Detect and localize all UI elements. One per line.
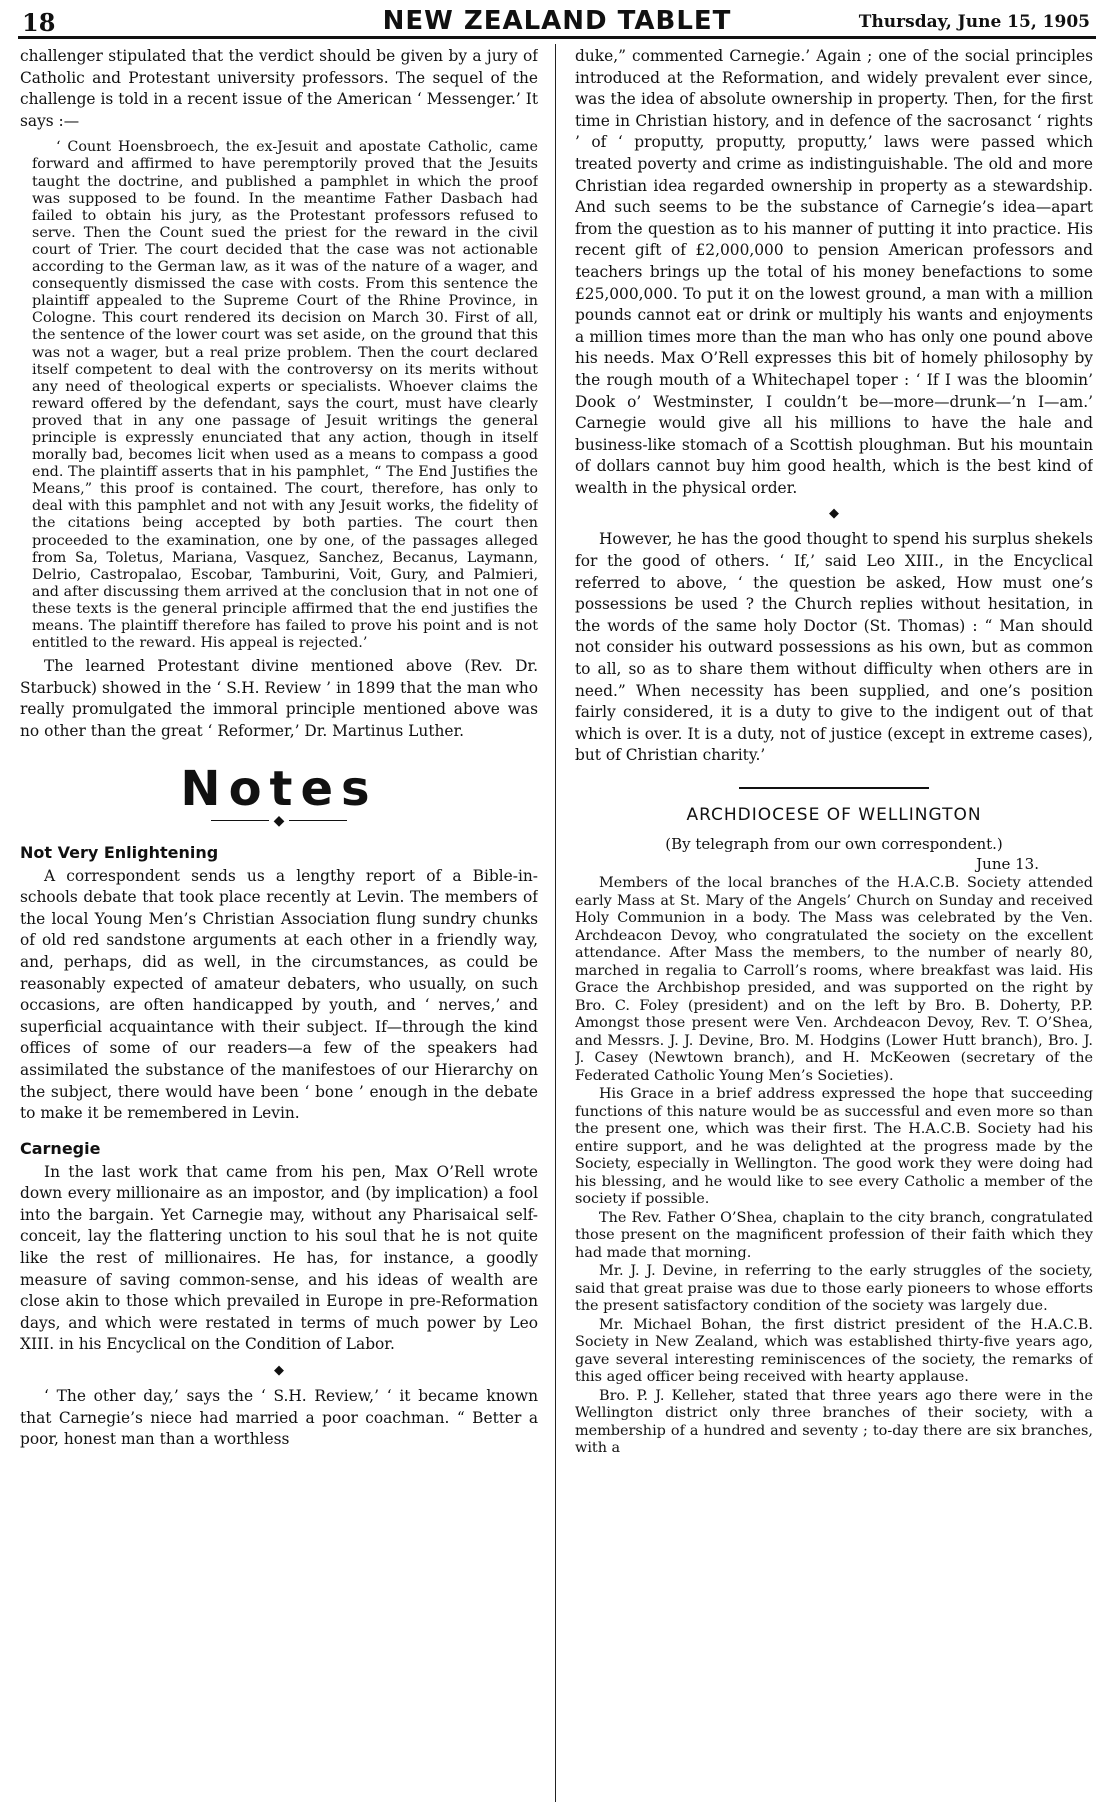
ornament-line-left: [211, 820, 269, 821]
section-star-icon: ◆: [829, 506, 839, 522]
section-rule: [739, 787, 929, 789]
report-paragraph: The Rev. Father O’Shea, chaplain to the city branch, congratulated those present on the magnificent profession of their faith which they had made that morning.: [575, 1209, 1093, 1261]
report-paragraph: His Grace in a brief address expressed the hope that succeeding functions of this nature would be as successful and even more so than the present one, which was their first. The H.A.C.B. Society had his entire support, and he was delighted at the progress made by the Society, especially in Wellington. The good work they were doing had his blessing, and he would like to see every Catholic a member of the society if possible.: [575, 1086, 1093, 1207]
report-body: [575, 875, 1093, 1458]
left-column: [20, 46, 538, 1802]
quoted-passage: [20, 139, 538, 652]
notes-ornament: [20, 813, 538, 829]
newspaper-title: NEW ZEALAND TABLET: [382, 6, 732, 36]
page-number: 18: [22, 8, 56, 37]
report-paragraph: Mr. Michael Bohan, the first district president of the H.A.C.B. Society in New Zealand, which was established thirty-five years ago, gave several interesting reminiscences of the society, the remarks of this aged officer being received with hearty applause.: [575, 1316, 1093, 1385]
intro-paragraph: challenger stipulated that the verdict should be given by a jury of Catholic and Protestant university professors. The sequel of the challenge is told in a recent issue of the American ‘ Messenger.’ It says :—: [20, 47, 538, 130]
after-quote-paragraph: The learned Protestant divine mentioned above (Rev. Dr. Starbuck) showed in the ‘ S.H. Review ’ in 1899 that the man who really promulgated the immoral principle mentioned above was no other than the great ‘ Reformer,’ Dr. Martinus Luther.: [20, 657, 538, 740]
column-divider: [555, 44, 556, 1802]
article-paragraph: duke,” commented Carnegie.’ Again ; one of the social principles introduced at the Reformation, and widely prevalent ever since, was the idea of absolute ownership in property. Then, for the first time in Christian history, and in defence of the sacrosanct ‘ rights ’ of ‘ proputty, proputty, proputty,’ laws were passed which treated poverty and crime as indistinguishable. The old and more Christian idea regarded ownership in property as a stewardship. And such seems to be the substance of Carnegie’s idea—apart from the question as to his manner of putting it into practice. His recent gift of £2,000,000 to pension American professors and teachers brings up the total of his money benefactions to some £25,000,000. To put it on the lowest ground, a man with a million pounds cannot eat or drink or multiply his wants and enjoyments a million times more than the man who has only one pound above his needs. Max O’Rell expresses this bit of homely philosophy by the rough mouth of a Whitechapel toper : ‘ If I was the bloomin’ Dook o’ Westminster, I couldn’t be—more—drunk—’n I—am.’ Carnegie would give all his millions to have the hale and business-like stomach of a Scottish ploughman. But his mountain of dollars cannot buy him good health, which is the best kind of wealth in the physical order.: [575, 47, 1093, 497]
dispatch-date: June 13.: [976, 855, 1039, 873]
notes-heading: Notes: [180, 760, 378, 817]
article-paragraph: In the last work that came from his pen, Max O’Rell wrote down every millionaire as an impostor, and (by implication) a fool into the bargain. Yet Carnegie may, without any Pharisaical self-conceit, lay the flattering unction to his soul that he is not quite like the rest of millionaires. He has, for instance, a goodly measure of saving common-sense, and his ideas of wealth are close akin to those which prevailed in Europe in pre-Reformation days, and which were restated in terms of much power by Leo XIII. in his Encyclical on the Condition of Labor.: [20, 1162, 538, 1354]
report-paragraph: Mr. J. J. Devine, in referring to the early struggles of the society, said that great praise was due to those early pioneers to whose efforts the present satisfactory condition of the society was largely due.: [575, 1263, 1093, 1314]
masthead: [18, 6, 1096, 39]
article-paragraph: However, he has the good thought to spend his surplus shekels for the good of others. ‘ If,’ said Leo XIII., in the Encyclical referred to above, ‘ the question be asked, How must one’s possessions be used ? the Church replies without hesitation, in the words of the same holy Doctor (St. Thomas) : “ Man should not consider his outward possessions as his own, but as common to all, so as to share them without difficulty when others are in need.” When necessity has been supplied, and one’s position fairly considered, it is a duty to give to the indigent out of that which is over. It is a duty, not of justice (except in extreme cases), but of Christian charity.’: [575, 530, 1093, 765]
telegraph-note: (By telegraph from our own correspondent.): [665, 835, 1003, 853]
ornament-line-right: [289, 820, 347, 821]
report-paragraph: Bro. P. J. Kelleher, stated that three years ago there were in the Wellington district only three branches of their society, with a membership of a hundred and seventy ; to-day there are six branches, with a: [575, 1387, 1093, 1456]
section-star-icon: ◆: [274, 1363, 284, 1379]
article-paragraph: A correspondent sends us a lengthy report of a Bible-in-schools debate that took place recently at Levin. The members of the local Young Men’s Christian Association flung sundry chunks of old red sandstone arguments at each other in a friendly way, and, perhaps, did as well, in the circumstances, as could be reasonably expected of amateur debaters, who usually, on such occasions, are often handicapped by youth, and ‘ nerves,’ and superficial acquaintance with their subject. If—through the kind offices of some of our readers—a few of the speakers had assimilated the substance of the manifestoes of our Hierarchy on the subject, there would have been ‘ bone ’ enough in the debate to make it be remembered in Levin.: [20, 866, 538, 1123]
section-heading-archdiocese: ARCHDIOCESE OF WELLINGTON: [686, 805, 982, 825]
quote-paragraph: ‘ Count Hoensbroech, the ex-Jesuit and apostate Catholic, came forward and affirmed to have peremptorily proved that the Jesuits taught the doctrine, and published a pamphlet in which the proof was supposed to be found. In the meantime Father Dasbach had failed to obtain his jury, as the Protestant professors refused to serve. Then the Count sued the priest for the reward in the civil court of Trier. The court decided that the case was not actionable according to the German law, as it was of the nature of a wager, and consequently dismissed the case with costs. From this sentence the plaintiff appealed to the Supreme Court of the Rhine Province, in Cologne. This court rendered its decision on March 30. First of all, the sentence of the lower court was set aside, on the ground that this was not a wager, but a real prize problem. Then the court declared itself competent to deal with the controversy on its merits without any need of theological experts or specialists. Whoever claims the reward offered by the defendant, says the court, must have clearly proved that in any one passage of Jesuit writings the general principle is expressly enunciated that any action, though in itself morally bad, becomes licit when used as a means to compass a good end. The plaintiff asserts that in his pamphlet, “ The End Justifies the Means,” this proof is contained. The court, therefore, has only to deal with this pamphlet and not with any Jesuit works, the fidelity of the citations being accepted by both parties. The court then proceeded to the examination, one by one, of the passages alleged from Sa, Toletus, Mariana, Vasquez, Sanchez, Becanus, Laymann, Delrio, Castropalao, Escobar, Tamburini, Voit, Gury, and Palmieri, and after discussing them arrived at the conclusion that in not one of these texts is the general principle affirmed that the end justifies the means. The plaintiff therefore has failed to prove his point and is not entitled to the reward. His appeal is rejected.’: [32, 139, 538, 652]
diamond-icon: ◆: [273, 812, 285, 829]
report-paragraph: Members of the local branches of the H.A.C.B. Society attended early Mass at St. Mary of the Angels’ Church on Sunday and received Holy Communion in a body. The Mass was celebrated by the Ven. Archdeacon Devoy, who congratulated the society on the excellent attendance. After Mass the members, to the number of nearly 80, marched in regalia to Carroll’s rooms, where breakfast was laid. His Grace the Archbishop presided, and was supported on the right by Bro. C. Foley (president) and on the left by Bro. B. Doherty, P.P. Amongst those present were Ven. Archdeacon Devoy, Rev. T. O’Shea, and Messrs. J. J. Devine, Bro. M. Hodgins (Lower Hutt branch), Bro. J. J. Casey (Newtown branch), and H. McKeowen (secretary of the Federated Catholic Young Men’s Societies).: [575, 875, 1093, 1084]
right-column: [575, 46, 1093, 1802]
subheading-carnegie: Carnegie: [20, 1138, 101, 1158]
issue-date: Thursday, June 15, 1905: [858, 12, 1090, 32]
article-paragraph: ‘ The other day,’ says the ‘ S.H. Review,’ ‘ it became known that Carnegie’s niece had married a poor coachman. “ Better a poor, honest man than a worthless: [20, 1387, 538, 1449]
subheading-not-very-enlightening: Not Very Enlightening: [20, 842, 219, 862]
